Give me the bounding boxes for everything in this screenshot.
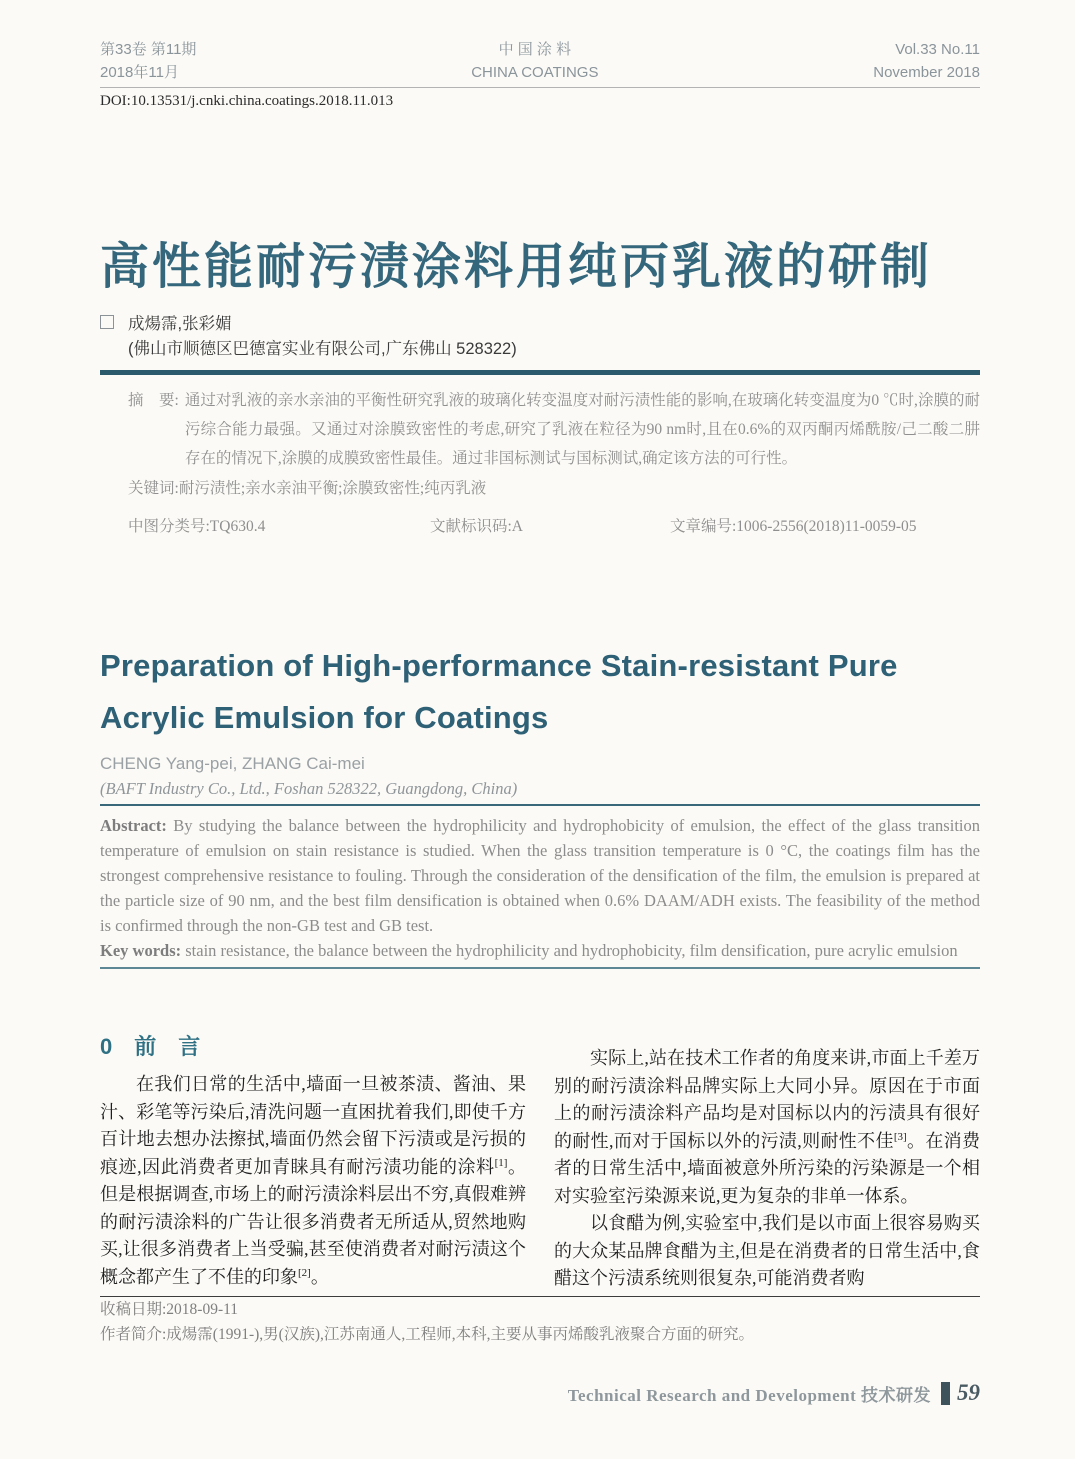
authors-cn: 成煬霈,张彩媚	[128, 315, 232, 333]
abstract-block-cn	[100, 386, 980, 536]
keywords-label-cn: 关键词:	[128, 480, 179, 497]
journal-header	[100, 38, 980, 110]
column-label: Technical Research and Development 技术研发	[567, 1385, 931, 1405]
article-title-en-line1: Preparation of High-performance Stain-resistant Pure	[100, 648, 898, 683]
title-block-cn	[100, 236, 980, 375]
article-id: 文章编号:1006-2556(2018)11-0059-05	[670, 518, 917, 535]
header-divider	[100, 87, 980, 88]
title-divider	[100, 370, 980, 375]
intro-left-text-3: 。	[310, 1266, 329, 1287]
received-date: 收稿日期:2018-09-11	[100, 1301, 239, 1318]
date-cn: 2018年11月	[100, 64, 179, 81]
author-marker-icon	[100, 315, 114, 329]
abstract-label-en: Abstract:	[100, 816, 167, 835]
affiliation-cn: (佛山市顺德区巴德富实业有限公司,广东佛山 528322)	[128, 340, 517, 358]
journal-title-en: CHINA COATINGS	[471, 64, 599, 81]
intro-right-text-3: 以食醋为例,实验室中,我们是以市面上很容易购买的大众某品牌食醋为主,但是在消费者的日常生活中,食醋这个污渍系统则很复杂,可能消费者购	[554, 1213, 980, 1288]
article-title-cn: 高性能耐污渍涂料用纯丙乳液的研制	[100, 240, 933, 294]
date-en: November 2018	[873, 64, 980, 81]
volume-issue-en: Vol.33 No.11	[895, 41, 980, 58]
keywords-text-cn: 耐污渍性;亲水亲油平衡;涂膜致密性;纯丙乳液	[178, 480, 487, 497]
english-block	[100, 640, 980, 969]
intro-right-text-1: 实际上,站在技术工作者的角度来讲,市面上千差万别的耐污渍涂料品牌实际上大同小异。原因在于市面上的耐污渍涂料产品均是对国标以内的污渍具有很好的耐性,而对于国标以外的污渍,则耐性不佳	[554, 1048, 980, 1151]
abstract-text-en: By studying the balance between the hydrophilicity and hydrophobicity of emulsion, the effect of the glass transition temperature of emulsion on stain resistance is studied. When the glass transition temperature is 0 °C, the coatings film has the strongest comprehensive resistance to fouling. Through the consideration of the densification of the film, the emulsion is prepared at the particle size of 90 nm, and the best film densification is obtained when 0.6% DAAM/ADH exists. The feasibility of the method is confirmed through the non-GB test and GB test.	[100, 816, 980, 935]
affiliation-en: (BAFT Industry Co., Ltd., Foshan 528322, Guangdong, China)	[100, 779, 518, 798]
page-number: 59	[957, 1380, 980, 1405]
intro-right-text-2: 。在消费者的日常生活中,墙面被意外所污染的污染源是一个相对实验室污染源来说,更为复杂的非单一体系。	[554, 1130, 981, 1206]
intro-section	[100, 1032, 980, 1293]
author-bio: 作者简介:成煬霈(1991-),男(汉族),江苏南通人,工程师,本科,主要从事丙烯酸乳液聚合方面的研究。	[100, 1326, 754, 1343]
footnote-block	[100, 1296, 980, 1347]
section-heading	[100, 1032, 526, 1062]
citation-ref-3: [3]	[893, 1130, 907, 1143]
document-code: 文献标识码:A	[430, 518, 524, 535]
intro-left-text-1: 在我们日常的生活中,墙面一旦被茶渍、酱油、果汁、彩笔等污染后,清洗问题一直困扰着我们,即使千方百计地去想办法擦拭,墙面仍然会留下污渍或是污损的痕迹,因此消费者更加青睐具有耐污渍功能的涂料	[100, 1074, 526, 1177]
page-footer	[100, 1380, 980, 1406]
english-divider-bottom	[100, 967, 980, 969]
intro-paragraph-2	[554, 1045, 980, 1210]
keywords-text-en: stain resistance, the balance between the hydrophilicity and hydrophobicity, film densification, pure acrylic emulsion	[181, 941, 958, 960]
intro-column-left	[100, 1032, 526, 1293]
volume-issue-cn: 第33卷 第11期	[100, 41, 197, 58]
abstract-label-cn: 摘 要:	[128, 392, 179, 409]
citation-ref-2: [2]	[298, 1266, 311, 1279]
journal-title-cn: 中 国 涂 料	[498, 41, 572, 58]
article-title-en-line2: Acrylic Emulsion for Coatings	[100, 700, 549, 735]
section-number: 0	[100, 1034, 113, 1059]
intro-column-right	[554, 1032, 980, 1293]
abstract-text-cn: 通过对乳液的亲水亲油的平衡性研究乳液的玻璃化转变温度对耐污渍性能的影响,在玻璃化转变温度为0 ℃时,涂膜的耐污综合能力最强。又通过对涂膜致密性的考虑,研究了乳液在粒径为90 nm时,且在0.6%的双丙酮丙烯酰胺/己二酸二肼存在的情况下,涂膜的成膜致密性最佳。通过非国标测试与国标测试,确定该方法的可行性。	[184, 392, 980, 467]
intro-left-text-2: 。但是根据调查,市场上的耐污渍涂料层出不穷,真假难辨的耐污渍涂料的广告让很多消费者无所适从,贸然地购买,让很多消费者上当受骗,甚至使消费者对耐污渍这个概念都产生了不佳的印象	[100, 1156, 527, 1287]
keywords-label-en: Key words:	[100, 941, 182, 960]
clc-number: 中图分类号:TQ630.4	[128, 518, 266, 535]
intro-paragraph-1	[100, 1071, 526, 1291]
page-number-bar-icon	[941, 1382, 950, 1405]
intro-paragraph-3	[554, 1210, 980, 1293]
authors-en: CHENG Yang-pei, ZHANG Cai-mei	[100, 754, 365, 773]
doi-text: DOI:10.13531/j.cnki.china.coatings.2018.11.013	[100, 93, 394, 109]
section-title: 前 言	[134, 1034, 201, 1059]
citation-ref-1: [1]	[494, 1156, 508, 1169]
english-divider-top	[100, 804, 980, 806]
